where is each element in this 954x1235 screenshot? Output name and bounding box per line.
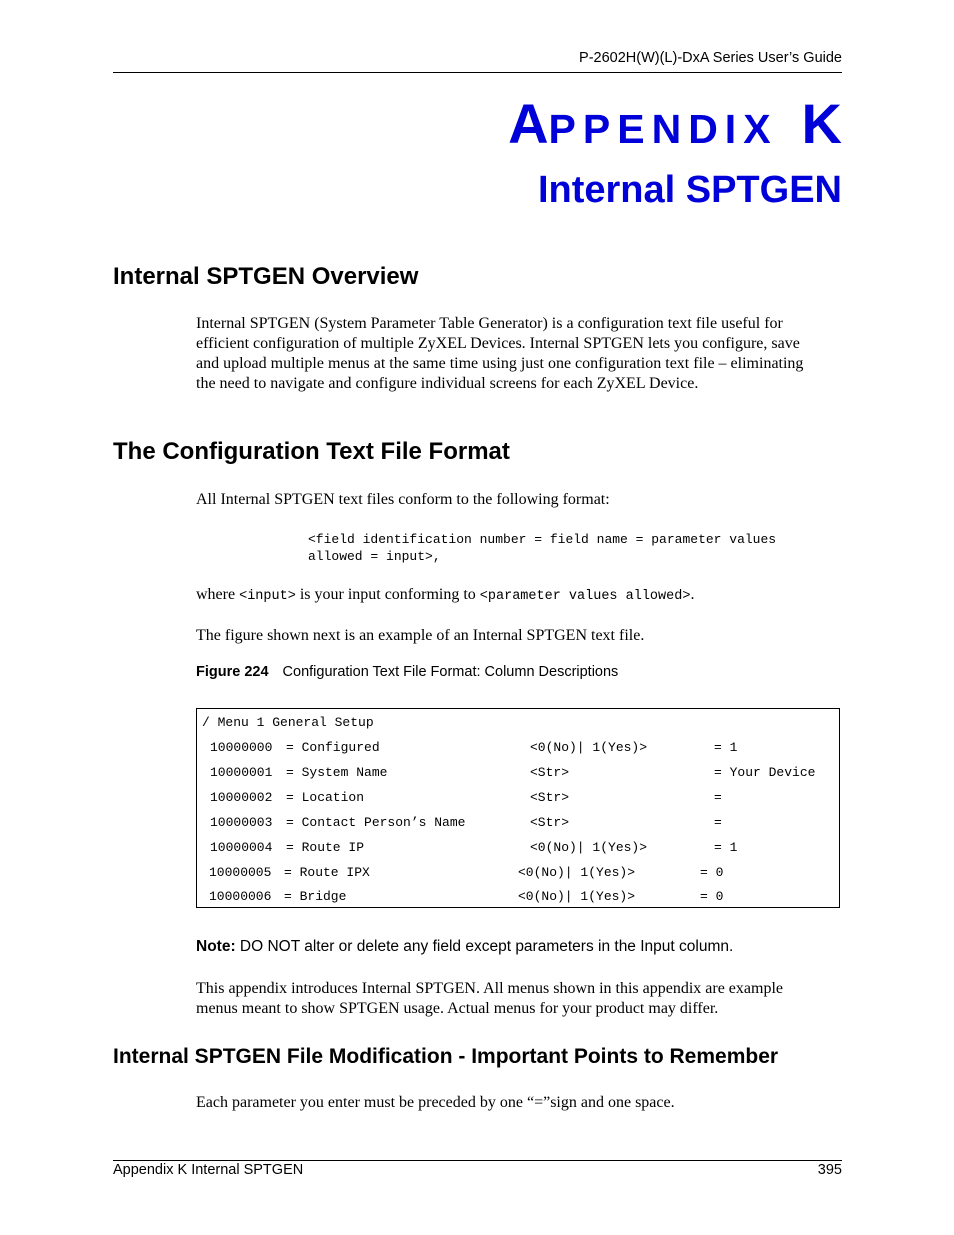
input-code: <input>	[239, 589, 296, 604]
row-allowed: <0(No)| 1(Yes)>	[530, 740, 648, 755]
row-field-name: = Route IPX	[284, 865, 370, 880]
allowed-code: <parameter values allowed>	[479, 589, 691, 604]
menu-header-line: / Menu 1 General Setup	[202, 715, 374, 730]
footer-title: Appendix K Internal SPTGEN	[113, 1162, 304, 1178]
footer-rule	[113, 1160, 842, 1161]
row-allowed: <Str>	[530, 815, 570, 830]
row-input: = 0	[700, 889, 724, 904]
overview-line: the need to navigate and configure individual screens for each ZyXEL Device.	[196, 375, 699, 392]
figure-caption	[196, 664, 618, 680]
row-input: = 1	[714, 740, 738, 755]
appendix-first-letter: A	[508, 92, 549, 155]
modification-text: Each parameter you enter must be preceded by one “=”sign and one space.	[196, 1094, 675, 1111]
overview-line: efficient configuration of multiple ZyXEL Devices. Internal SPTGEN lets you configure, save	[196, 335, 800, 352]
overview-line: Internal SPTGEN (System Parameter Table Generator) is a configuration text file useful for	[196, 315, 783, 332]
overview-paragraph	[196, 314, 842, 394]
figure-intro: The figure shown next is an example of an Internal SPTGEN text file.	[196, 627, 645, 644]
row-input: = 0	[700, 865, 724, 880]
appendix-label	[113, 92, 842, 155]
format-intro: All Internal SPTGEN text files conform to the following format:	[196, 491, 610, 508]
intro-line: menus meant to show SPTGEN usage. Actual menus for your product may differ.	[196, 1000, 719, 1017]
row-id: 10000002	[210, 790, 273, 805]
intro-line: This appendix introduces Internal SPTGEN. All menus shown in this appendix are example	[196, 980, 783, 997]
section-heading-overview: Internal SPTGEN Overview	[113, 263, 419, 290]
row-allowed: <0(No)| 1(Yes)>	[530, 840, 648, 855]
page-number: 395	[817, 1162, 842, 1178]
figure-caption-text: Configuration Text File Format: Column Descriptions	[282, 664, 619, 680]
note-label: Note:	[196, 938, 236, 955]
row-id: 10000004	[210, 840, 273, 855]
row-allowed: <Str>	[530, 790, 570, 805]
appendix-word-rest: PPENDIX	[548, 106, 778, 152]
where-middle: is your input conforming to	[295, 586, 480, 603]
format-code-block	[308, 531, 776, 565]
where-prefix: where	[196, 586, 240, 603]
chapter-title: Internal SPTGEN	[537, 169, 842, 211]
running-header: P-2602H(W)(L)-DxA Series User’s Guide	[579, 50, 842, 66]
row-field-name: = Contact Person’s Name	[286, 815, 466, 830]
row-id: 10000001	[210, 765, 273, 780]
appendix-intro-paragraph	[196, 979, 842, 1019]
format-code-line: <field identification number = field name = parameter values	[308, 532, 777, 547]
note	[196, 938, 733, 956]
where-suffix: .	[690, 586, 695, 603]
row-allowed: <Str>	[530, 765, 570, 780]
where-sentence	[196, 585, 842, 607]
row-field-name: = Bridge	[284, 889, 347, 904]
appendix-letter: K	[801, 92, 842, 155]
section-heading-format: The Configuration Text File Format	[113, 438, 510, 465]
note-text: DO NOT alter or delete any field except parameters in the Input column.	[235, 938, 734, 955]
config-text-figure	[196, 708, 840, 908]
row-id: 10000006	[209, 889, 272, 904]
overview-line: and upload multiple menus at the same time using just one configuration text file – eliminating	[196, 355, 804, 372]
row-input: = 1	[714, 840, 738, 855]
row-field-name: = Location	[286, 790, 365, 805]
row-input: = Your Device	[714, 765, 816, 780]
format-code-line: allowed = input>,	[308, 549, 441, 564]
row-field-name: = System Name	[286, 765, 388, 780]
row-id: 10000000	[210, 740, 273, 755]
row-input: =	[714, 790, 722, 805]
row-field-name: = Route IP	[286, 840, 365, 855]
figure-label: Figure 224	[196, 664, 269, 680]
row-id: 10000005	[209, 865, 272, 880]
row-field-name: = Configured	[286, 740, 380, 755]
row-id: 10000003	[210, 815, 273, 830]
header-rule	[113, 72, 842, 73]
row-input: =	[714, 815, 722, 830]
section-heading-modification: Internal SPTGEN File Modification - Important Points to Remember	[113, 1045, 779, 1068]
row-allowed: <0(No)| 1(Yes)>	[518, 889, 636, 904]
row-allowed: <0(No)| 1(Yes)>	[518, 865, 636, 880]
